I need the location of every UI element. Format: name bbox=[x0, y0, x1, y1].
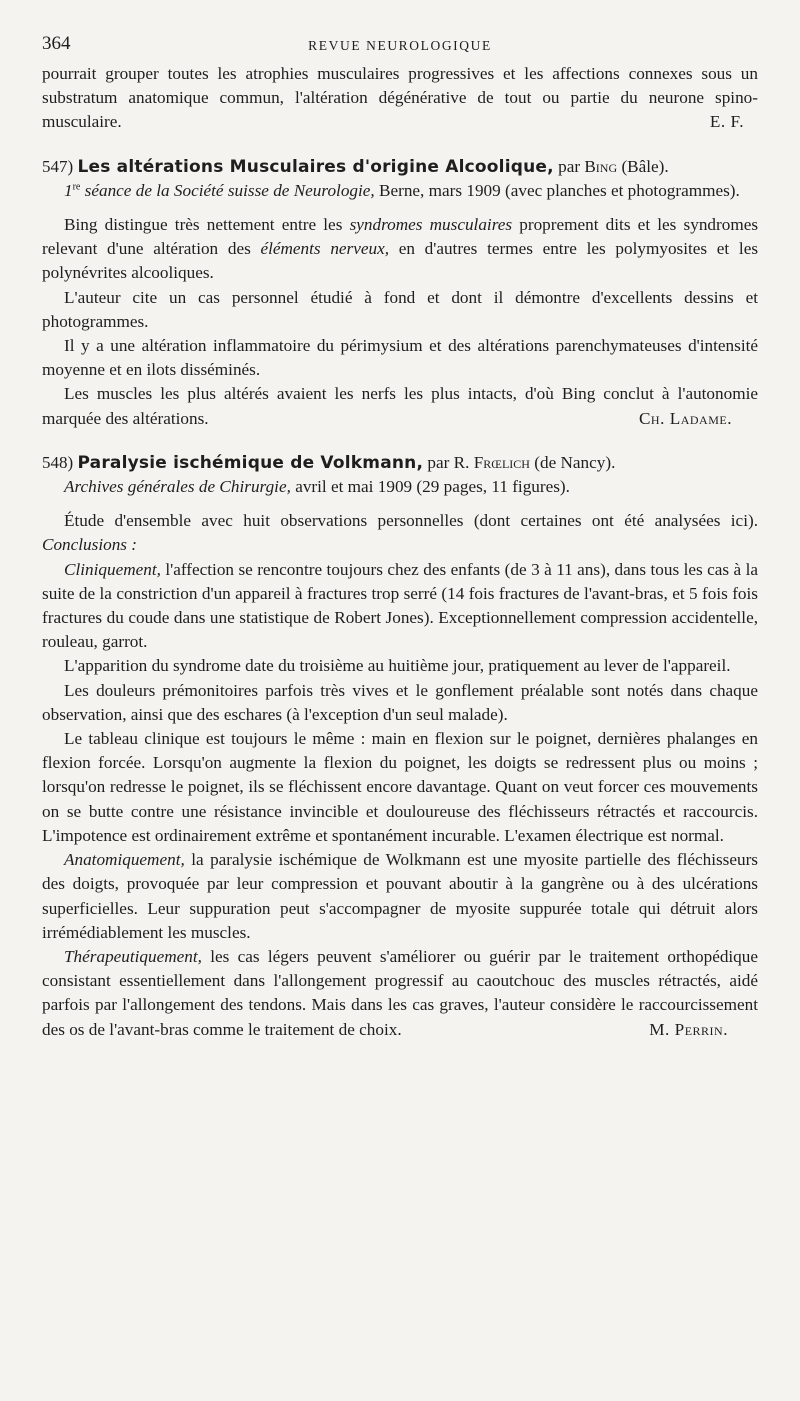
article-548-paragraph-7 bbox=[42, 945, 758, 1042]
article-548-paragraph-3: L'apparition du syndrome date du troisième au huitième jour, pratiquement au lever de l'appareil. bbox=[64, 656, 731, 676]
article-547-place: (Bâle). bbox=[621, 156, 669, 176]
article-548-source bbox=[42, 475, 758, 499]
text-span: l'affection se rencontre toujours chez des enfants (de 3 à 11 ans), dans tous les cas à la suite de la constriction d'un appareil à fractures trop serré (14 fois fractures de l'avant-bras, et 5 fois fois fractures du coude dans une statistique de Robert Jones). Exceptionnellement compression accidentelle, rouleau, garrot. bbox=[42, 559, 759, 652]
article-547-source-num: 1 bbox=[64, 180, 73, 200]
italic-span: Conclusions : bbox=[42, 535, 138, 555]
text-span: proprement dits et les syndromes relevant d'une altération des bbox=[42, 215, 759, 259]
article-547-par: par bbox=[558, 156, 581, 176]
article-548-signature: M. Perrin. bbox=[649, 1019, 728, 1039]
article-547-heading bbox=[42, 155, 758, 179]
article-548-paragraph-5: Le tableau clinique est toujours le même : main en flexion sur le poignet, dernières phalanges en flexion forcée. Lorsqu'on augmente la flexion du poignet, les doigts se redressent plus ou moins ; lorsqu'on redresse le poignet, ils se fléchissent encore davantage. Quant on veut forcer ces mouvements on se butte contre une résistance invincible et douloureuse des fléchisseurs rétractés et raccourcis. L'impotence est ordinairement extrême et spontanément incurable. L'examen électrique est normal. bbox=[42, 729, 758, 845]
article-547-paragraph-4 bbox=[42, 382, 758, 430]
article-548-place: (de Nancy). bbox=[534, 452, 616, 472]
article-548-author: R. Frœlich bbox=[453, 452, 530, 472]
article-547-number: 547) bbox=[42, 156, 74, 176]
italic-span: éléments nerveux, bbox=[260, 239, 390, 259]
article-547-paragraph-3: Il y a une altération inflammatoire du périmysium et des altérations parenchymateuses d'intensité moyenne et en ilots disséminés. bbox=[42, 336, 758, 380]
article-547-source-journal: séance de la Société suisse de Neurologie, bbox=[84, 180, 375, 200]
article-547-paragraph-1 bbox=[42, 213, 758, 286]
text-span: Étude d'ensemble avec huit observations personnelles (dont certaines ont été analysées ici). bbox=[64, 511, 758, 531]
text-span: Les muscles les plus altérés avaient les nerfs les plus intacts, d'où Bing conclut à l'autonomie marquée des altérations. bbox=[42, 384, 758, 428]
article-548-paragraph-6 bbox=[42, 848, 758, 945]
article-548-source-details: avril et mai 1909 (29 pages, 11 figures). bbox=[295, 477, 570, 497]
page-number: 364 bbox=[42, 33, 71, 54]
text-span: la paralysie ischémique de Wolkmann est une myosite partielle des fléchisseurs des doigts, provoquée par leur compression et pouvant aboutir à la gangrène ou à des ulcérations superficielles. Leur suppuration peut s'accompagner de myosite suppurée totale qui détruit alors irrémédiablement les muscles. bbox=[42, 850, 758, 942]
intro-text: pourrait grouper toutes les atrophies musculaires progressives et les affections connexes sous un substratum anatomique commun, l'altération dégénérative de tout ou partie du neurone spino-musculaire. bbox=[42, 64, 758, 132]
article-547-author: Bing bbox=[584, 156, 618, 176]
article-548-paragraph-4: Les douleurs prémonitoires parfois très vives et le gonflement préalable sont notés dans chaque observation, ainsi que des eschares (à l'exception d'un seul malade). bbox=[42, 680, 758, 724]
journal-title: REVUE NEUROLOGIQUE bbox=[308, 38, 492, 53]
article-547-source-sup: re bbox=[72, 181, 81, 193]
italic-span: syndromes musculaires bbox=[349, 215, 513, 235]
text-span: Bing distingue très nettement entre les bbox=[64, 215, 343, 235]
running-head bbox=[42, 32, 758, 62]
page bbox=[42, 32, 758, 1042]
article-547-source-details: Berne, mars 1909 (avec planches et photogrammes). bbox=[379, 180, 740, 200]
article-547-paragraph-2: L'auteur cite un cas personnel étudié à fond et dont il démontre d'excellents dessins et photogrammes. bbox=[42, 287, 758, 331]
article-548-paragraph-2 bbox=[42, 558, 758, 655]
text-span: les cas légers peuvent s'améliorer ou guérir par le traitement orthopédique consistant essentiellement dans l'allongement progressif au caoutchouc des muscles rétractés, aidé parfois par l'allongement des tendons. Mais dans les cas graves, l'auteur considère le raccourcissement des os de l'avant-bras comme le traitement de choix. bbox=[42, 946, 759, 1039]
italic-span: Thérapeutiquement, bbox=[64, 946, 202, 966]
article-548-par: par bbox=[427, 452, 450, 472]
article-548-paragraph-1 bbox=[42, 509, 758, 557]
text-span: en d'autres termes entre les polymyosites et les polynévrites alcooliques. bbox=[42, 239, 759, 283]
article-548-title: Paralysie ischémique de Volkmann, bbox=[77, 452, 424, 473]
article-548-number: 548) bbox=[42, 452, 74, 472]
article-547-signature: Ch. Ladame. bbox=[638, 408, 732, 428]
article-548-heading bbox=[42, 451, 758, 475]
italic-span: Cliniquement, bbox=[64, 559, 161, 579]
article-547 bbox=[42, 155, 758, 431]
intro-signature: E. F. bbox=[709, 112, 744, 132]
intro-paragraph bbox=[42, 62, 758, 135]
article-548-source-journal: Archives générales de Chirurgie, bbox=[64, 477, 291, 497]
article-547-source bbox=[42, 179, 758, 203]
italic-span: Anatomiquement, bbox=[64, 850, 185, 870]
article-548 bbox=[42, 451, 758, 1042]
article-547-title: Les altérations Musculaires d'origine Alcoolique, bbox=[77, 156, 554, 177]
